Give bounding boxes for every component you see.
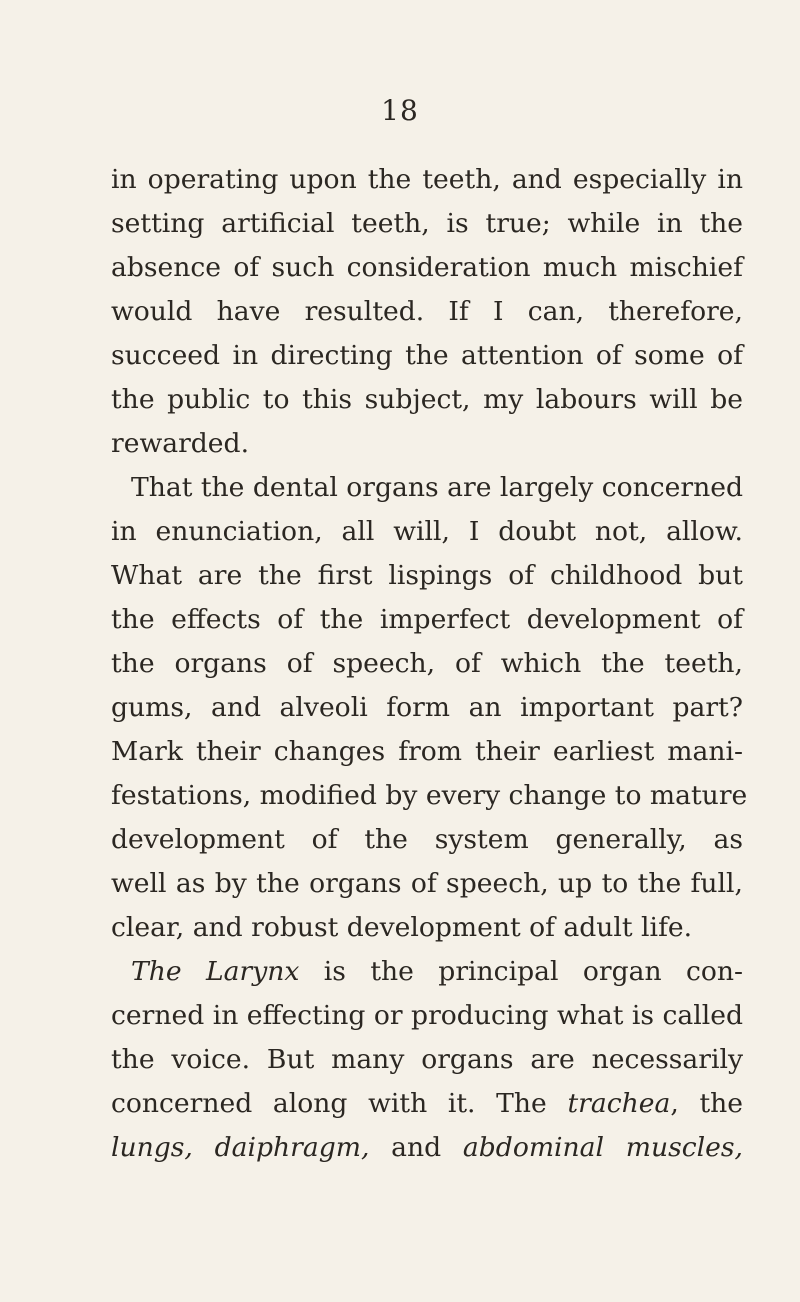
italic-term: daiphragm, [214, 1132, 370, 1163]
body-text [111, 158, 748, 1170]
text-line: the public to this subject, my labours will be [111, 384, 743, 415]
text-line: That the dental organs are largely concerned [131, 472, 743, 503]
text-line: Mark their changes from their earliest mani- [111, 736, 743, 767]
text-line: gums, and alveoli form an important part? [111, 692, 743, 723]
italic-term: lungs, [111, 1132, 193, 1163]
text-line: would have resulted. If I can, therefore, [111, 296, 743, 327]
text-line: cerned in effecting or producing what is called [111, 1000, 743, 1031]
text-line [111, 1082, 743, 1126]
text-segment: concerned along with it. The [111, 1088, 547, 1119]
text-line: development of the system generally, as [111, 824, 743, 855]
italic-term: trachea [567, 1088, 671, 1119]
text-line [111, 1126, 743, 1170]
text-line: the voice. But many organs are necessarily [111, 1044, 743, 1075]
italic-term: The Larynx [131, 956, 300, 987]
text-line: setting artificial teeth, is true; while in the [111, 208, 743, 239]
text-line: What are the first lispings of childhood but [111, 560, 743, 591]
text-line: rewarded. [111, 428, 250, 459]
text-line: the effects of the imperfect development of [111, 604, 743, 635]
text-line: in enunciation, all will, I doubt not, allow. [111, 516, 743, 547]
text-line [111, 950, 743, 994]
text-segment: is the principal organ con- [323, 956, 743, 987]
italic-term: abdominal muscles, [462, 1132, 743, 1163]
text-line: absence of such consideration much mischief [111, 252, 743, 283]
text-line: well as by the organs of speech, up to the full, [111, 868, 743, 899]
text-line: in operating upon the teeth, and especially in [111, 164, 743, 195]
text-segment: , the [670, 1088, 743, 1119]
text-segment: and [391, 1132, 442, 1163]
text-line: succeed in directing the attention of some of [111, 340, 743, 371]
text-line: the organs of speech, of which the teeth, [111, 648, 743, 679]
text-line: clear, and robust development of adult life. [111, 912, 693, 943]
text-line: festations, modified by every change to mature [111, 780, 748, 811]
page-number: 18 [381, 94, 419, 127]
